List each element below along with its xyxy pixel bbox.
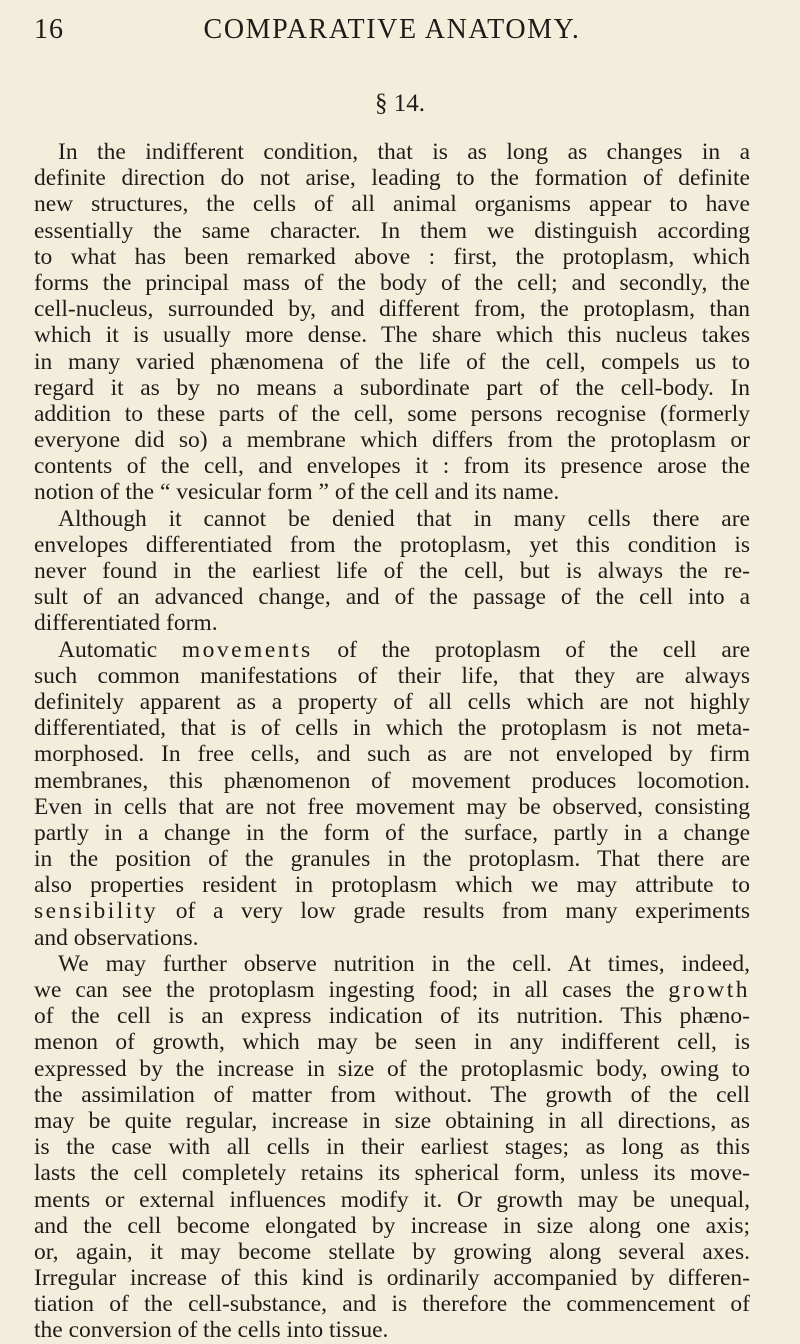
running-title: COMPARATIVE ANATOMY. — [203, 14, 581, 45]
text-line — [34, 637, 750, 663]
text-line: essentially the same character. In them we distinguish according — [34, 217, 750, 244]
text-line: notion of the “ vesicular form ” of the cell and its name. — [34, 479, 560, 506]
text-line: never found in the earliest life of the cell, but is always the re- — [34, 558, 750, 584]
text-line — [34, 977, 750, 1003]
spaced-term-sensibility: sensibility — [34, 898, 159, 925]
page-number: 16 — [34, 14, 64, 45]
text-line: or, again, it may become stellate by growing along several axes. — [34, 1238, 750, 1265]
text-line: Although it cannot be denied that in many cells there are — [58, 505, 750, 532]
text-line: morphosed. In free cells, and such as are not enveloped by firm — [34, 741, 750, 768]
text-line: addition to these parts of the cell, some persons recognise (formerly — [34, 400, 750, 427]
text-line: in many varied phænomena of the life of the cell, compels us to — [34, 348, 750, 375]
text-line: of the cell is an express indication of its nutrition. This phæno- — [34, 1003, 750, 1030]
text-line: Irregular increase of this kind is ordinarily accompanied by differen- — [34, 1265, 750, 1292]
text-line: to what has been remarked above : first, the protoplasm, which — [34, 243, 750, 270]
text-line: may be quite regular, increase in size obtaining in all directions, as — [34, 1107, 750, 1134]
text-segment: Automatic — [58, 636, 158, 663]
text-line: the assimilation of matter from without. The growth of the cell — [34, 1081, 750, 1108]
text-line: and the cell become elongated by increase in size along one axis; — [34, 1212, 750, 1239]
text-line: We may further observe nutrition in the cell. At times, indeed, — [58, 950, 750, 977]
text-line: also properties resident in protoplasm which we may attribute to — [34, 872, 750, 899]
text-line: and observations. — [34, 924, 199, 951]
text-line: the conversion of the cells into tissue. — [34, 1317, 389, 1344]
text-line: lasts the cell completely retains its spherical form, unless its move- — [34, 1160, 750, 1187]
text-line: Even in cells that are not free movement may be observed, consisting — [34, 793, 750, 820]
text-line — [34, 898, 750, 924]
text-line: menon of growth, which may be seen in any indifferent cell, is — [34, 1029, 750, 1056]
running-head — [34, 14, 750, 54]
text-line: In the indifferent condition, that is as long as changes in a — [58, 139, 750, 165]
text-segment: of a very low grade results from many experiments — [175, 898, 751, 925]
text-line: definitely apparent as a property of all cells which are not highly — [34, 688, 750, 715]
text-line: differentiated, that is of cells in which the protoplasm is not meta- — [34, 715, 750, 742]
text-line: such common manifestations of their life, that they are always — [34, 662, 750, 689]
text-line: tiation of the cell-substance, and is therefore the commencement of — [34, 1291, 750, 1318]
text-line: ments or external influences modify it. Or growth may be unequal, — [34, 1186, 750, 1213]
spaced-term-movements: movements — [181, 636, 313, 663]
section-heading: § 14. — [375, 90, 425, 117]
text-line: definite direction do not arise, leading to the formation of definite — [34, 165, 750, 192]
text-line: which it is usually more dense. The share which this nucleus takes — [34, 322, 750, 349]
text-line: sult of an advanced change, and of the passage of the cell into a — [34, 584, 750, 611]
text-line: regard it as by no means a subordinate part of the cell-body. In — [34, 374, 750, 401]
text-line: expressed by the increase in size of the protoplasmic body, owing to — [34, 1055, 750, 1082]
text-line: cell-nucleus, surrounded by, and different from, the protoplasm, than — [34, 296, 750, 323]
text-segment: we can see the protoplasm ingesting food; in all cases the — [34, 977, 655, 1003]
text-line: new structures, the cells of all animal organisms appear to have — [34, 191, 750, 218]
spaced-term-growth: growth — [668, 977, 750, 1003]
text-line: everyone did so) a membrane which differs from the protoplasm or — [34, 427, 750, 454]
text-line: is the case with all cells in their earliest stages; as long as this — [34, 1134, 750, 1161]
text-line: forms the principal mass of the body of the cell; and secondly, the — [34, 269, 750, 296]
text-line: partly in a change in the form of the surface, partly in a change — [34, 819, 750, 846]
text-line: envelopes differentiated from the protoplasm, yet this condition is — [34, 531, 750, 558]
text-line: membranes, this phænomenon of movement produces locomotion. — [34, 767, 750, 794]
text-segment: of the protoplasm of the cell are — [337, 636, 751, 663]
text-line: contents of the cell, and envelopes it : from its presence arose the — [34, 453, 750, 480]
body-text — [34, 139, 750, 1344]
text-line: in the position of the granules in the protoplasm. That there are — [34, 846, 750, 873]
text-line: differentiated form. — [34, 610, 218, 637]
